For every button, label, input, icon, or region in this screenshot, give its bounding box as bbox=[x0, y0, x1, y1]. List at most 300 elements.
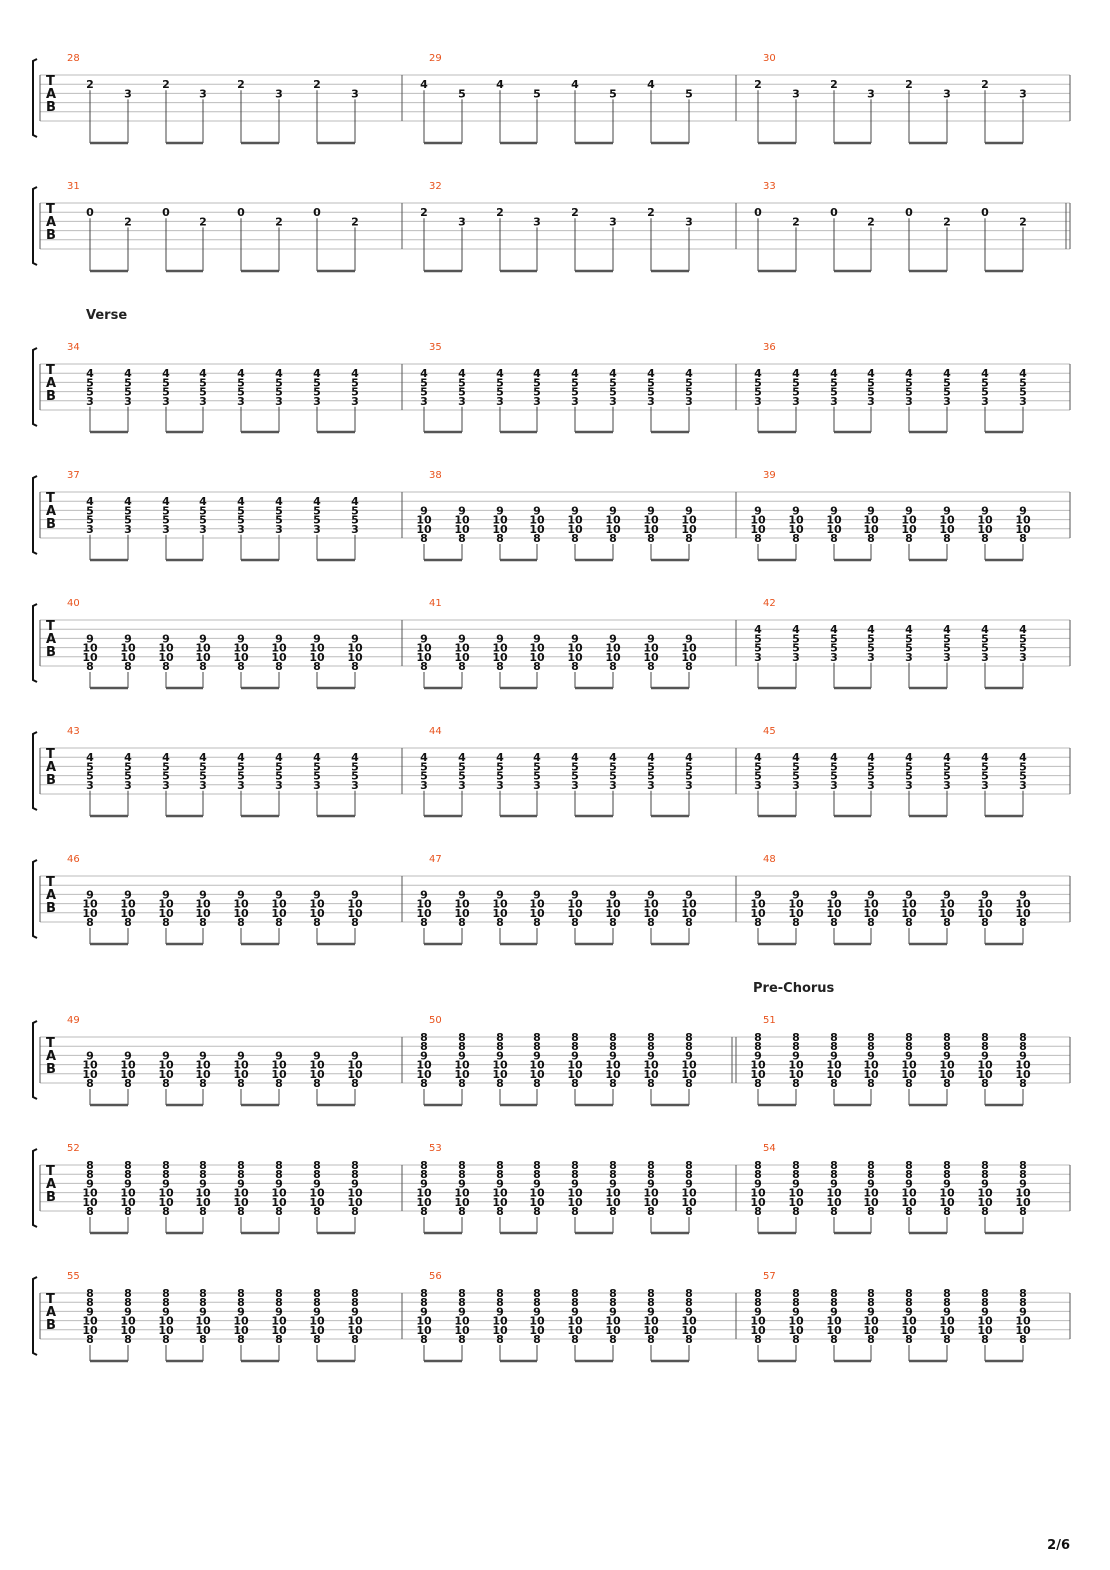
fret-number: 8 bbox=[754, 532, 762, 545]
bar-number: 29 bbox=[429, 53, 442, 64]
fret-number: 10 bbox=[750, 1323, 766, 1337]
fret-number: 4 bbox=[571, 78, 579, 92]
fret-number: 8 bbox=[867, 1077, 875, 1090]
fret-number: 10 bbox=[120, 1323, 136, 1337]
fret-number: 10 bbox=[416, 641, 432, 655]
fret-number: 8 bbox=[199, 1333, 207, 1346]
fret-number: 5 bbox=[792, 632, 800, 646]
fret-number: 8 bbox=[981, 1159, 989, 1172]
fret-number: 5 bbox=[351, 513, 359, 527]
fret-number: 10 bbox=[529, 1186, 545, 1200]
fret-number: 10 bbox=[347, 1067, 363, 1081]
fret-number: 5 bbox=[647, 769, 655, 783]
fret-number: 3 bbox=[792, 87, 800, 101]
fret-number: 4 bbox=[275, 367, 283, 381]
bar-number: 55 bbox=[67, 1271, 80, 1282]
fret-number: 5 bbox=[420, 376, 428, 390]
fret-number: 9 bbox=[533, 888, 541, 902]
fret-number: 9 bbox=[571, 1177, 579, 1191]
fret-number: 8 bbox=[609, 1040, 617, 1054]
fret-number: 8 bbox=[609, 1333, 617, 1346]
fret-number: 4 bbox=[86, 751, 94, 765]
fret-number: 9 bbox=[981, 888, 989, 902]
fret-number: 10 bbox=[309, 906, 325, 920]
fret-number: 8 bbox=[943, 1040, 951, 1054]
fret-number: 5 bbox=[943, 760, 951, 774]
fret-number: 8 bbox=[86, 1205, 94, 1218]
fret-number: 2 bbox=[981, 78, 989, 92]
fret-number: 10 bbox=[158, 1186, 174, 1200]
fret-number: 8 bbox=[86, 1077, 94, 1090]
fret-number: 10 bbox=[454, 513, 470, 527]
fret-number: 9 bbox=[533, 1177, 541, 1191]
fret-number: 10 bbox=[529, 1195, 545, 1209]
tab-clef-letter: A bbox=[46, 1305, 57, 1321]
fret-number: 10 bbox=[347, 906, 363, 920]
fret-number: 8 bbox=[496, 660, 504, 673]
fret-number: 10 bbox=[826, 1058, 842, 1072]
fret-number: 10 bbox=[605, 897, 621, 911]
fret-number: 9 bbox=[496, 632, 504, 646]
fret-number: 10 bbox=[643, 1058, 659, 1072]
fret-number: 10 bbox=[788, 897, 804, 911]
fret-number: 10 bbox=[82, 1058, 98, 1072]
bar-number: 41 bbox=[429, 598, 442, 609]
fret-number: 4 bbox=[685, 367, 693, 381]
fret-number: 9 bbox=[981, 1177, 989, 1191]
fret-number: 8 bbox=[162, 1077, 170, 1090]
tab-clef-letter: A bbox=[46, 888, 57, 904]
fret-number: 0 bbox=[86, 206, 94, 220]
fret-number: 3 bbox=[124, 87, 132, 101]
fret-number: 9 bbox=[458, 888, 466, 902]
fret-number: 5 bbox=[237, 376, 245, 390]
fret-number: 8 bbox=[571, 1077, 579, 1090]
fret-number: 4 bbox=[905, 751, 913, 765]
tab-clef-letter: A bbox=[46, 1177, 57, 1193]
fret-number: 9 bbox=[754, 1049, 762, 1063]
fret-number: 8 bbox=[571, 1031, 579, 1044]
tab-clef-letter: T bbox=[46, 875, 55, 891]
fret-number: 10 bbox=[416, 650, 432, 664]
fret-number: 5 bbox=[533, 376, 541, 390]
fret-number: 10 bbox=[605, 1195, 621, 1209]
fret-number: 10 bbox=[567, 1323, 583, 1337]
fret-number: 5 bbox=[867, 769, 875, 783]
fret-number: 4 bbox=[124, 367, 132, 381]
fret-number: 5 bbox=[685, 760, 693, 774]
fret-number: 3 bbox=[867, 87, 875, 101]
fret-number: 8 bbox=[199, 1168, 207, 1182]
fret-number: 8 bbox=[458, 1031, 466, 1044]
staff-bracket bbox=[33, 860, 37, 938]
fret-number: 9 bbox=[609, 1305, 617, 1319]
fret-number: 9 bbox=[609, 888, 617, 902]
fret-number: 8 bbox=[86, 1296, 94, 1310]
fret-number: 4 bbox=[685, 751, 693, 765]
fret-number: 2 bbox=[162, 78, 170, 92]
fret-number: 5 bbox=[943, 385, 951, 399]
fret-number: 4 bbox=[199, 367, 207, 381]
fret-number: 10 bbox=[788, 513, 804, 527]
fret-number: 5 bbox=[830, 760, 838, 774]
bar-number: 45 bbox=[763, 726, 776, 737]
fret-number: 10 bbox=[567, 641, 583, 655]
fret-number: 8 bbox=[685, 1205, 693, 1218]
fret-number: 5 bbox=[313, 513, 321, 527]
fret-number: 8 bbox=[275, 916, 283, 929]
fret-number: 5 bbox=[496, 769, 504, 783]
fret-number: 8 bbox=[533, 660, 541, 673]
fret-number: 4 bbox=[981, 367, 989, 381]
fret-number: 10 bbox=[492, 906, 508, 920]
fret-number: 8 bbox=[1019, 1333, 1027, 1346]
fret-number: 10 bbox=[309, 897, 325, 911]
fret-number: 2 bbox=[830, 78, 838, 92]
tab-clef-letter: T bbox=[46, 1164, 55, 1180]
fret-number: 10 bbox=[195, 1323, 211, 1337]
fret-number: 10 bbox=[863, 1058, 879, 1072]
fret-number: 10 bbox=[347, 1195, 363, 1209]
fret-number: 10 bbox=[416, 1314, 432, 1328]
fret-number: 5 bbox=[162, 385, 170, 399]
fret-number: 8 bbox=[609, 660, 617, 673]
fret-number: 10 bbox=[977, 906, 993, 920]
fret-number: 5 bbox=[86, 376, 94, 390]
fret-number: 10 bbox=[977, 1195, 993, 1209]
fret-number: 9 bbox=[86, 1177, 94, 1191]
fret-number: 9 bbox=[792, 1049, 800, 1063]
fret-number: 9 bbox=[275, 888, 283, 902]
fret-number: 8 bbox=[237, 916, 245, 929]
fret-number: 10 bbox=[826, 1186, 842, 1200]
fret-number: 5 bbox=[351, 769, 359, 783]
fret-number: 10 bbox=[681, 906, 697, 920]
bar-number: 32 bbox=[429, 181, 442, 192]
fret-number: 10 bbox=[416, 1186, 432, 1200]
fret-number: 8 bbox=[124, 1077, 132, 1090]
fret-number: 10 bbox=[158, 1323, 174, 1337]
fret-number: 10 bbox=[1015, 1058, 1031, 1072]
fret-number: 5 bbox=[981, 632, 989, 646]
tab-clef-letter: B bbox=[46, 389, 56, 405]
bar-number: 53 bbox=[429, 1143, 442, 1154]
fret-number: 9 bbox=[1019, 1049, 1027, 1063]
fret-number: 10 bbox=[492, 1067, 508, 1081]
fret-number: 9 bbox=[313, 1177, 321, 1191]
fret-number: 9 bbox=[313, 1305, 321, 1319]
fret-number: 5 bbox=[533, 769, 541, 783]
fret-number: 9 bbox=[905, 1177, 913, 1191]
fret-number: 8 bbox=[830, 1040, 838, 1054]
fret-number: 9 bbox=[685, 1305, 693, 1319]
fret-number: 4 bbox=[647, 78, 655, 92]
fret-number: 8 bbox=[943, 1031, 951, 1044]
fret-number: 8 bbox=[237, 1077, 245, 1090]
fret-number: 5 bbox=[162, 504, 170, 518]
fret-number: 10 bbox=[750, 906, 766, 920]
staff-bracket bbox=[33, 348, 37, 426]
fret-number: 10 bbox=[492, 513, 508, 527]
fret-number: 10 bbox=[454, 1323, 470, 1337]
fret-number: 8 bbox=[981, 1205, 989, 1218]
fret-number: 5 bbox=[867, 385, 875, 399]
fret-number: 10 bbox=[977, 1186, 993, 1200]
fret-number: 9 bbox=[905, 1049, 913, 1063]
fret-number: 8 bbox=[86, 660, 94, 673]
fret-number: 5 bbox=[905, 632, 913, 646]
fret-number: 8 bbox=[496, 1159, 504, 1172]
fret-number: 8 bbox=[685, 1296, 693, 1310]
fret-number: 8 bbox=[458, 1205, 466, 1218]
fret-number: 10 bbox=[233, 897, 249, 911]
fret-number: 9 bbox=[905, 504, 913, 518]
fret-number: 5 bbox=[313, 385, 321, 399]
fret-number: 8 bbox=[199, 660, 207, 673]
fret-number: 10 bbox=[681, 641, 697, 655]
fret-number: 8 bbox=[1019, 1159, 1027, 1172]
fret-number: 9 bbox=[458, 632, 466, 646]
fret-number: 5 bbox=[867, 760, 875, 774]
fret-number: 9 bbox=[981, 1049, 989, 1063]
fret-number: 9 bbox=[943, 888, 951, 902]
fret-number: 8 bbox=[1019, 1296, 1027, 1310]
fret-number: 5 bbox=[458, 87, 466, 101]
fret-number: 8 bbox=[420, 1205, 428, 1218]
fret-number: 10 bbox=[309, 641, 325, 655]
fret-number: 10 bbox=[416, 1195, 432, 1209]
fret-number: 10 bbox=[750, 513, 766, 527]
fret-number: 5 bbox=[162, 513, 170, 527]
fret-number: 10 bbox=[271, 1314, 287, 1328]
fret-number: 10 bbox=[158, 1195, 174, 1209]
fret-number: 8 bbox=[313, 660, 321, 673]
fret-number: 9 bbox=[496, 504, 504, 518]
fret-number: 3 bbox=[647, 778, 655, 792]
fret-number: 5 bbox=[830, 376, 838, 390]
fret-number: 10 bbox=[788, 522, 804, 536]
fret-number: 10 bbox=[271, 1186, 287, 1200]
fret-number: 9 bbox=[647, 504, 655, 518]
fret-number: 3 bbox=[533, 215, 541, 229]
fret-number: 2 bbox=[867, 215, 875, 229]
fret-number: 3 bbox=[571, 778, 579, 792]
fret-number: 5 bbox=[199, 376, 207, 390]
tab-clef-letter: B bbox=[46, 100, 56, 116]
fret-number: 9 bbox=[571, 632, 579, 646]
fret-number: 8 bbox=[162, 660, 170, 673]
fret-number: 3 bbox=[86, 778, 94, 792]
fret-number: 8 bbox=[609, 1031, 617, 1044]
fret-number: 8 bbox=[867, 916, 875, 929]
fret-number: 3 bbox=[237, 394, 245, 408]
fret-number: 10 bbox=[233, 1314, 249, 1328]
fret-number: 8 bbox=[458, 1296, 466, 1310]
fret-number: 3 bbox=[237, 778, 245, 792]
fret-number: 10 bbox=[271, 1323, 287, 1337]
fret-number: 10 bbox=[492, 1314, 508, 1328]
fret-number: 9 bbox=[86, 632, 94, 646]
fret-number: 10 bbox=[977, 897, 993, 911]
fret-number: 10 bbox=[863, 1067, 879, 1081]
fret-number: 8 bbox=[792, 1168, 800, 1182]
fret-number: 10 bbox=[309, 1195, 325, 1209]
fret-number: 9 bbox=[647, 888, 655, 902]
fret-number: 9 bbox=[1019, 1177, 1027, 1191]
fret-number: 8 bbox=[609, 1296, 617, 1310]
fret-number: 3 bbox=[867, 650, 875, 664]
fret-number: 10 bbox=[1015, 897, 1031, 911]
fret-number: 3 bbox=[754, 394, 762, 408]
fret-number: 4 bbox=[571, 751, 579, 765]
fret-number: 9 bbox=[685, 888, 693, 902]
fret-number: 8 bbox=[124, 1296, 132, 1310]
fret-number: 8 bbox=[420, 532, 428, 545]
fret-number: 0 bbox=[754, 206, 762, 220]
fret-number: 0 bbox=[162, 206, 170, 220]
fret-number: 5 bbox=[86, 504, 94, 518]
fret-number: 10 bbox=[681, 1058, 697, 1072]
fret-number: 10 bbox=[643, 513, 659, 527]
fret-number: 8 bbox=[533, 532, 541, 545]
fret-number: 3 bbox=[830, 650, 838, 664]
fret-number: 4 bbox=[867, 623, 875, 637]
bar-number: 33 bbox=[763, 181, 776, 192]
fret-number: 10 bbox=[901, 1323, 917, 1337]
tab-clef-letter: T bbox=[46, 491, 55, 507]
fret-number: 3 bbox=[905, 650, 913, 664]
fret-number: 4 bbox=[351, 367, 359, 381]
tab-clef-letter: B bbox=[46, 228, 56, 244]
fret-number: 10 bbox=[605, 1314, 621, 1328]
fret-number: 9 bbox=[420, 632, 428, 646]
fret-number: 9 bbox=[86, 888, 94, 902]
fret-number: 9 bbox=[86, 1305, 94, 1319]
fret-number: 8 bbox=[275, 1333, 283, 1346]
fret-number: 5 bbox=[571, 769, 579, 783]
fret-number: 8 bbox=[571, 1205, 579, 1218]
fret-number: 8 bbox=[1019, 1205, 1027, 1218]
staff-bracket bbox=[33, 732, 37, 810]
bar-number: 47 bbox=[429, 854, 442, 865]
fret-number: 9 bbox=[237, 1049, 245, 1063]
fret-number: 8 bbox=[685, 916, 693, 929]
bar-number: 44 bbox=[429, 726, 442, 737]
fret-number: 10 bbox=[605, 1186, 621, 1200]
fret-number: 10 bbox=[567, 522, 583, 536]
fret-number: 10 bbox=[492, 1186, 508, 1200]
fret-number: 10 bbox=[271, 650, 287, 664]
fret-number: 2 bbox=[86, 78, 94, 92]
fret-number: 8 bbox=[533, 1031, 541, 1044]
fret-number: 9 bbox=[943, 1177, 951, 1191]
fret-number: 10 bbox=[681, 897, 697, 911]
fret-number: 10 bbox=[567, 897, 583, 911]
fret-number: 8 bbox=[571, 660, 579, 673]
fret-number: 8 bbox=[943, 1287, 951, 1300]
fret-number: 8 bbox=[647, 1205, 655, 1218]
fret-number: 5 bbox=[351, 504, 359, 518]
fret-number: 10 bbox=[977, 1314, 993, 1328]
fret-number: 5 bbox=[981, 385, 989, 399]
fret-number: 4 bbox=[981, 751, 989, 765]
fret-number: 10 bbox=[826, 897, 842, 911]
fret-number: 9 bbox=[533, 504, 541, 518]
fret-number: 10 bbox=[529, 1323, 545, 1337]
fret-number: 9 bbox=[867, 888, 875, 902]
fret-number: 9 bbox=[943, 504, 951, 518]
fret-number: 10 bbox=[347, 1323, 363, 1337]
fret-number: 8 bbox=[162, 1168, 170, 1182]
fret-number: 10 bbox=[643, 1186, 659, 1200]
fret-number: 3 bbox=[420, 778, 428, 792]
fret-number: 8 bbox=[237, 1287, 245, 1300]
fret-number: 3 bbox=[199, 778, 207, 792]
fret-number: 10 bbox=[901, 1067, 917, 1081]
fret-number: 8 bbox=[943, 1333, 951, 1346]
fret-number: 9 bbox=[124, 1177, 132, 1191]
fret-number: 8 bbox=[792, 1287, 800, 1300]
fret-number: 8 bbox=[313, 916, 321, 929]
fret-number: 4 bbox=[754, 623, 762, 637]
fret-number: 9 bbox=[571, 888, 579, 902]
fret-number: 4 bbox=[124, 495, 132, 509]
fret-number: 4 bbox=[1019, 623, 1027, 637]
bar-number: 35 bbox=[429, 342, 442, 353]
fret-number: 10 bbox=[643, 906, 659, 920]
bar-number: 40 bbox=[67, 598, 80, 609]
fret-number: 8 bbox=[533, 916, 541, 929]
fret-number: 8 bbox=[685, 660, 693, 673]
fret-number: 5 bbox=[275, 769, 283, 783]
fret-number: 8 bbox=[792, 1077, 800, 1090]
fret-number: 10 bbox=[750, 1058, 766, 1072]
tab-clef-letter: B bbox=[46, 1318, 56, 1334]
fret-number: 5 bbox=[124, 504, 132, 518]
fret-number: 8 bbox=[830, 1031, 838, 1044]
fret-number: 5 bbox=[867, 376, 875, 390]
bar-number: 52 bbox=[67, 1143, 80, 1154]
fret-number: 9 bbox=[275, 632, 283, 646]
staff-bracket bbox=[33, 1277, 37, 1355]
fret-number: 3 bbox=[830, 394, 838, 408]
fret-number: 5 bbox=[86, 385, 94, 399]
fret-number: 3 bbox=[351, 522, 359, 536]
fret-number: 3 bbox=[685, 778, 693, 792]
fret-number: 10 bbox=[605, 650, 621, 664]
fret-number: 10 bbox=[1015, 1186, 1031, 1200]
fret-number: 10 bbox=[643, 897, 659, 911]
fret-number: 9 bbox=[867, 1305, 875, 1319]
fret-number: 8 bbox=[86, 1168, 94, 1182]
fret-number: 9 bbox=[867, 1177, 875, 1191]
fret-number: 5 bbox=[943, 632, 951, 646]
fret-number: 5 bbox=[943, 376, 951, 390]
fret-number: 3 bbox=[685, 215, 693, 229]
fret-number: 8 bbox=[86, 916, 94, 929]
fret-number: 10 bbox=[750, 897, 766, 911]
fret-number: 8 bbox=[162, 1205, 170, 1218]
fret-number: 10 bbox=[643, 522, 659, 536]
fret-number: 10 bbox=[454, 522, 470, 536]
fret-number: 3 bbox=[313, 778, 321, 792]
fret-number: 9 bbox=[609, 632, 617, 646]
fret-number: 3 bbox=[685, 394, 693, 408]
fret-number: 8 bbox=[647, 916, 655, 929]
fret-number: 5 bbox=[124, 376, 132, 390]
fret-number: 10 bbox=[643, 1067, 659, 1081]
fret-number: 8 bbox=[792, 532, 800, 545]
